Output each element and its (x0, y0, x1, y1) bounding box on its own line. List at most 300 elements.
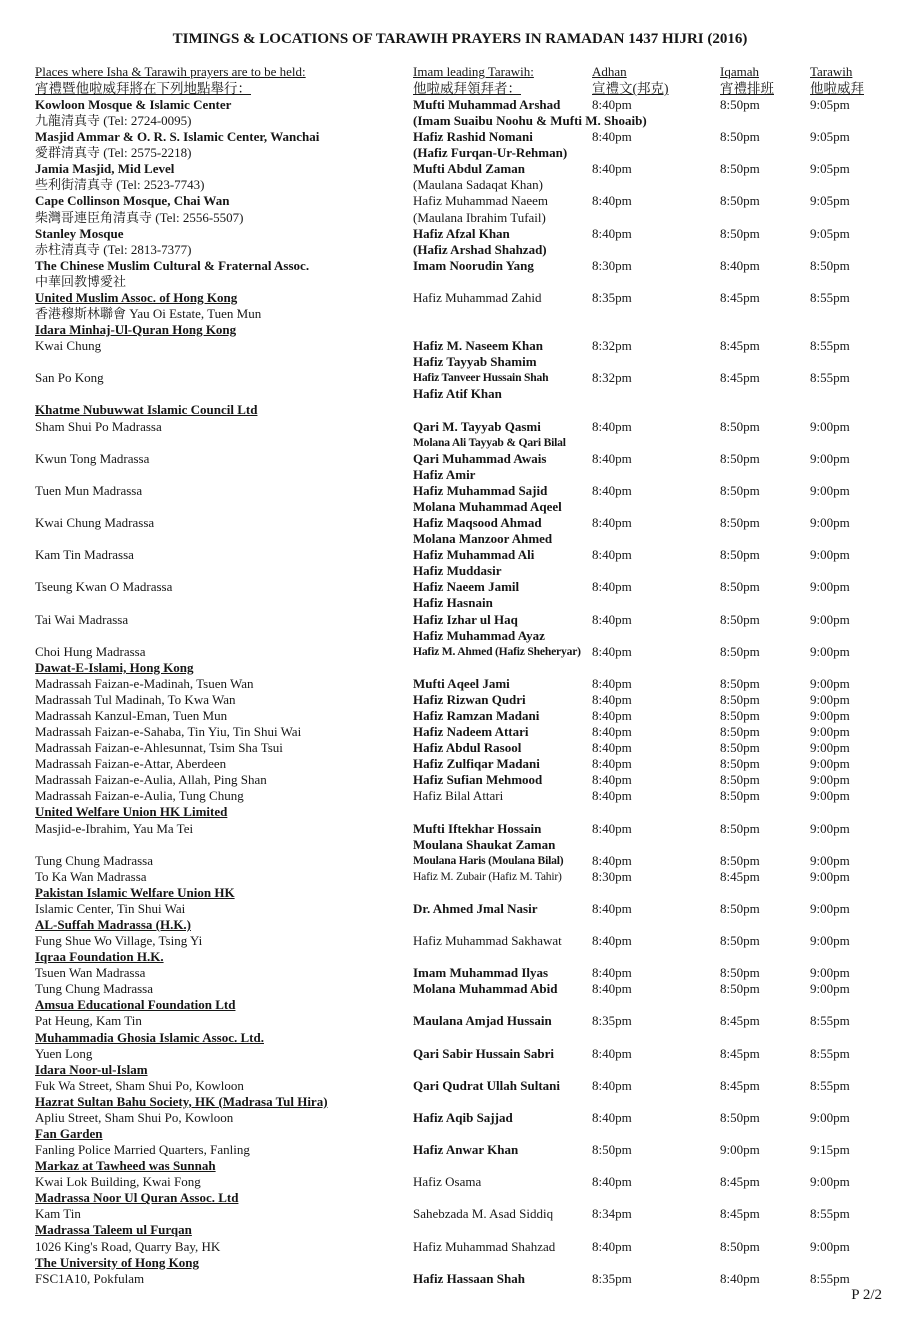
table-row (0, 145, 920, 161)
table-row (0, 788, 920, 804)
table-row (0, 804, 920, 820)
place-cell: San Po Kong (35, 370, 104, 386)
imam-cell: Mufti Iftekhar Hossain (413, 820, 542, 836)
tarawih-cell: 9:00pm (810, 1238, 850, 1254)
imam-cell: Hafiz Tayyab Shamim (413, 354, 537, 370)
page-number: P 2/2 (851, 1287, 882, 1303)
imam-cell: Mufti Muhammad Arshad (413, 97, 561, 112)
table-row (0, 997, 920, 1013)
place-cell: Dawat-E-Islami, Hong Kong (35, 659, 194, 675)
adhan-cell: 8:40pm (592, 756, 632, 772)
adhan-cell: 8:40pm (592, 788, 632, 804)
imam-cell: Hafiz Muhammad Naeem (413, 193, 549, 209)
table-row (0, 1190, 920, 1206)
table-row (0, 402, 920, 418)
table-row (0, 129, 920, 145)
adhan-cell: 8:40pm (592, 97, 632, 112)
table-row (0, 113, 920, 129)
tarawih-cell: 9:00pm (810, 418, 850, 434)
iqamah-cell: 9:00pm (720, 1142, 760, 1158)
imam-cell: Hafiz Zulfiqar Madani (413, 756, 540, 772)
table-row (0, 708, 920, 724)
table-row (0, 1030, 920, 1046)
iqamah-cell: 8:50pm (720, 772, 760, 788)
imam-cell: Qari Sabir Hussain Sabri (413, 1045, 554, 1061)
place-cell: 1026 King's Road, Quarry Bay, HK (35, 1238, 221, 1254)
tarawih-cell: 9:00pm (810, 756, 850, 772)
imam-cell: Hafiz Atif Khan (413, 386, 502, 402)
place-cell: Madrassah Tul Madinah, To Kwa Wan (35, 691, 236, 707)
tarawih-cell: 8:55pm (810, 1206, 850, 1222)
imam-cell: (Maulana Ibrahim Tufail) (413, 209, 546, 225)
iqamah-cell: 8:45pm (720, 289, 760, 305)
tarawih-cell: 9:05pm (810, 225, 850, 241)
table-row (0, 837, 920, 853)
iqamah-cell: 8:50pm (720, 1109, 760, 1125)
table-row (0, 628, 920, 644)
iqamah-cell: 8:40pm (720, 257, 760, 273)
iqamah-cell: 8:50pm (720, 724, 760, 740)
imam-cell: Hafiz Hassaan Shah (413, 1270, 525, 1286)
adhan-cell: 8:40pm (592, 820, 632, 836)
place-cell: Yuen Long (35, 1045, 93, 1061)
table-row (0, 901, 920, 917)
table-row (0, 467, 920, 483)
place-cell: Madrassah Faizan-e-Madinah, Tsuen Wan (35, 675, 254, 691)
imam-cell: Moulana Shaukat Zaman (413, 836, 556, 852)
imam-cell: Moulana Haris (Moulana Bilal) (413, 853, 564, 867)
table-row (0, 869, 920, 885)
adhan-cell: 8:40pm (592, 515, 632, 531)
place-cell: 香港穆斯林聯會 Yau Oi Estate, Tuen Mun (35, 306, 262, 322)
imam-cell: Molana Ali Tayyab & Qari Bilal (413, 435, 566, 449)
iqamah-cell: 8:50pm (720, 450, 760, 466)
imam-cell: Qari M. Tayyab Qasmi (413, 418, 541, 434)
adhan-cell: 8:40pm (592, 691, 632, 707)
place-cell: The University of Hong Kong (35, 1254, 199, 1270)
tarawih-cell: 9:00pm (810, 482, 850, 498)
imam-cell: Qari Qudrat Ullah Sultani (413, 1077, 560, 1093)
place-cell: Madrassah Faizan-e-Ahlesunnat, Tsim Sha Tsui (35, 740, 283, 756)
place-cell: Pakistan Islamic Welfare Union HK (35, 884, 235, 900)
table-row (0, 226, 920, 242)
table-row (0, 483, 920, 499)
iqamah-cell: 8:50pm (720, 852, 760, 868)
imam-cell: Hafiz Amir (413, 466, 476, 482)
header-iqamah-zh: 宵禮排班 (720, 81, 774, 96)
header-iqamah-en: Iqamah (720, 64, 759, 79)
place-cell: United Muslim Assoc. of Hong Kong (35, 289, 238, 305)
table-row (0, 161, 920, 177)
adhan-cell: 8:40pm (592, 933, 632, 949)
iqamah-cell: 8:50pm (720, 547, 760, 563)
iqamah-cell: 8:45pm (720, 370, 760, 386)
imam-cell: Imam Noorudin Yang (413, 257, 534, 273)
imam-cell: Hafiz Muhammad Sajid (413, 482, 548, 498)
table-row (0, 563, 920, 579)
table-row (0, 370, 920, 386)
table-row (0, 499, 920, 515)
place-cell: Tung Chung Madrassa (35, 981, 153, 997)
iqamah-cell: 8:50pm (720, 707, 760, 723)
table-row (0, 547, 920, 563)
place-cell: The Chinese Muslim Cultural & Fraternal Assoc. (35, 257, 310, 273)
iqamah-cell: 8:50pm (720, 161, 760, 177)
tarawih-cell: 8:55pm (810, 338, 850, 354)
adhan-cell: 8:40pm (592, 611, 632, 627)
place-cell: Sham Shui Po Madrassa (35, 418, 162, 434)
place-cell: Tai Wai Madrassa (35, 611, 129, 627)
table-row (0, 1142, 920, 1158)
tarawih-cell: 9:00pm (810, 981, 850, 997)
table-row (0, 1126, 920, 1142)
table-row (0, 338, 920, 354)
place-cell: AL-Suffah Madrassa (H.K.) (35, 916, 192, 932)
iqamah-cell: 8:50pm (720, 482, 760, 498)
imam-cell: Hafiz M. Ahmed (Hafiz Sheheryar) (413, 644, 581, 658)
table-row (0, 1239, 920, 1255)
table-row (0, 193, 920, 209)
tarawih-cell: 9:00pm (810, 965, 850, 981)
imam-cell: Hafiz Sufian Mehmood (413, 772, 543, 788)
table-row (0, 1062, 920, 1078)
imam-cell: Hafiz Abdul Rasool (413, 740, 522, 756)
table-row (0, 724, 920, 740)
table-row (0, 290, 920, 306)
tarawih-cell: 9:00pm (810, 820, 850, 836)
iqamah-cell: 8:50pm (720, 900, 760, 916)
header-imam-zh: 他啦威拜領拜者： (413, 81, 521, 96)
place-cell: Apliu Street, Sham Shui Po, Kowloon (35, 1109, 234, 1125)
place-cell: Fanling Police Married Quarters, Fanling (35, 1142, 250, 1158)
page-title: TIMINGS & LOCATIONS OF TARAWIH PRAYERS IN RAMADAN 1437 HIJRI (2016) (172, 31, 748, 47)
imam-cell: Hafiz Izhar ul Haq (413, 611, 518, 627)
imam-cell: Hafiz Muhammad Shahzad (413, 1238, 556, 1254)
table-row (0, 1094, 920, 1110)
iqamah-cell: 8:50pm (720, 97, 760, 112)
adhan-cell: 8:40pm (592, 482, 632, 498)
imam-cell: Molana Muhammad Abid (413, 981, 558, 997)
iqamah-cell: 8:45pm (720, 1206, 760, 1222)
adhan-cell: 8:40pm (592, 1238, 632, 1254)
tarawih-cell: 8:55pm (810, 1077, 850, 1093)
iqamah-cell: 8:50pm (720, 225, 760, 241)
tarawih-cell: 8:55pm (810, 1045, 850, 1061)
imam-cell: Hafiz Osama (413, 1174, 482, 1190)
imam-cell: Hafiz Tanveer Hussain Shah (413, 371, 549, 385)
imam-cell: Hafiz Naeem Jamil (413, 579, 520, 595)
tarawih-cell: 9:00pm (810, 579, 850, 595)
table-row (0, 692, 920, 708)
table-row (0, 1206, 920, 1222)
imam-cell: Hafiz Anwar Khan (413, 1142, 519, 1158)
table-row (0, 306, 920, 322)
table-row (0, 1255, 920, 1271)
table-row (0, 579, 920, 595)
place-cell: Madrassa Noor Ul Quran Assoc. Ltd (35, 1190, 239, 1206)
table-row (0, 740, 920, 756)
place-cell: Amsua Educational Foundation Ltd (35, 997, 236, 1013)
adhan-cell: 8:40pm (592, 740, 632, 756)
table-row (0, 1110, 920, 1126)
imam-cell: (Imam Suaibu Noohu & Mufti M. Shoaib) (413, 113, 647, 129)
tarawih-cell: 9:00pm (810, 900, 850, 916)
header-places-en: Places where Isha & Tarawih prayers are to be held: (35, 64, 306, 79)
place-cell: Idara Minhaj-Ul-Quran Hong Kong (35, 322, 237, 338)
table-header-english (0, 64, 920, 81)
adhan-cell: 8:40pm (592, 579, 632, 595)
tarawih-cell: 8:55pm (810, 1013, 850, 1029)
adhan-cell: 8:35pm (592, 289, 632, 305)
place-cell: Pat Heung, Kam Tin (35, 1013, 142, 1029)
imam-cell: Hafiz Muhammad Ayaz (413, 627, 545, 643)
tarawih-cell: 9:00pm (810, 724, 850, 740)
adhan-cell: 8:40pm (592, 418, 632, 434)
iqamah-cell: 8:50pm (720, 418, 760, 434)
adhan-cell: 8:32pm (592, 370, 632, 386)
table-row (0, 1271, 920, 1287)
iqamah-cell: 8:50pm (720, 691, 760, 707)
place-cell: Masjid-e-Ibrahim, Yau Ma Tei (35, 820, 194, 836)
imam-cell: Imam Muhammad Ilyas (413, 965, 549, 981)
iqamah-cell: 8:50pm (720, 981, 760, 997)
place-cell: Kwai Chung Madrassa (35, 515, 155, 531)
place-cell: Iqraa Foundation H.K. (35, 949, 164, 965)
imam-cell: Mufti Aqeel Jami (413, 675, 510, 691)
tarawih-cell: 9:00pm (810, 1174, 850, 1190)
imam-cell: Hafiz Rizwan Qudri (413, 691, 526, 707)
adhan-cell: 8:40pm (592, 852, 632, 868)
imam-cell: Hafiz Bilal Attari (413, 788, 504, 804)
place-cell: Markaz at Tawheed was Sunnah (35, 1158, 216, 1174)
place-cell: Jamia Masjid, Mid Level (35, 161, 175, 177)
place-cell: Cape Collinson Mosque, Chai Wan (35, 193, 230, 209)
table-row (0, 756, 920, 772)
adhan-cell: 8:40pm (592, 450, 632, 466)
place-cell: FSC1A10, Pokfulam (35, 1270, 145, 1286)
place-cell: Madrassah Faizan-e-Attar, Aberdeen (35, 756, 227, 772)
header-imam-en: Imam leading Tarawih: (413, 64, 534, 79)
iqamah-cell: 8:50pm (720, 933, 760, 949)
place-cell: Madrassah Faizan-e-Aulia, Tung Chung (35, 788, 244, 804)
imam-cell: Mufti Abdul Zaman (413, 161, 525, 177)
imam-cell: Hafiz Muhammad Zahid (413, 289, 542, 305)
adhan-cell: 8:35pm (592, 1013, 632, 1029)
imam-cell: Hafiz Ramzan Madani (413, 707, 540, 723)
place-cell: Muhammadia Ghosia Islamic Assoc. Ltd. (35, 1029, 264, 1045)
place-cell: Tung Chung Madrassa (35, 852, 153, 868)
header-tarawih-en: Tarawih (810, 64, 853, 79)
table-row (0, 949, 920, 965)
header-places-zh: 宵禮暨他啦威拜將在下列地點舉行： (35, 81, 251, 96)
tarawih-cell: 8:55pm (810, 1270, 850, 1286)
table-row (0, 386, 920, 402)
header-tarawih-zh: 他啦威拜 (810, 81, 864, 96)
adhan-cell: 8:40pm (592, 707, 632, 723)
imam-cell: (Hafiz Furqan-Ur-Rehman) (413, 145, 568, 161)
adhan-cell: 8:40pm (592, 161, 632, 177)
adhan-cell: 8:40pm (592, 547, 632, 563)
place-cell: Fuk Wa Street, Sham Shui Po, Kowloon (35, 1077, 244, 1093)
table-row (0, 177, 920, 193)
adhan-cell: 8:30pm (592, 868, 632, 884)
table-rows (0, 97, 920, 1287)
tarawih-cell: 9:00pm (810, 1109, 850, 1125)
place-cell: 柴灣哥連臣角清真寺 (Tel: 2556-5507) (35, 209, 244, 225)
iqamah-cell: 8:45pm (720, 1045, 760, 1061)
imam-cell: Hafiz M. Naseem Khan (413, 338, 543, 354)
imam-cell: Sahebzada M. Asad Siddiq (413, 1206, 554, 1222)
tarawih-cell: 8:55pm (810, 289, 850, 305)
header-adhan-zh: 宣禮文(邦克) (592, 81, 669, 96)
place-cell: Idara Noor-ul-Islam (35, 1061, 148, 1077)
imam-cell: Hafiz Muhammad Ali (413, 547, 535, 563)
iqamah-cell: 8:50pm (720, 129, 760, 145)
imam-cell: Hafiz M. Zubair (Hafiz M. Tahir) (413, 869, 562, 883)
iqamah-cell: 8:45pm (720, 1077, 760, 1093)
table-row (0, 435, 920, 451)
adhan-cell: 8:34pm (592, 1206, 632, 1222)
imam-cell: Dr. Ahmed Jmal Nasir (413, 900, 538, 916)
header-adhan-en: Adhan (592, 64, 627, 79)
place-cell: Kowloon Mosque & Islamic Center (35, 97, 232, 112)
table-row (0, 821, 920, 837)
place-cell: Tsuen Wan Madrassa (35, 965, 146, 981)
iqamah-cell: 8:50pm (720, 515, 760, 531)
imam-cell: Molana Manzoor Ahmed (413, 531, 553, 547)
tarawih-cell: 9:00pm (810, 852, 850, 868)
imam-cell: Hafiz Rashid Nomani (413, 129, 533, 145)
imam-cell: (Hafiz Arshad Shahzad) (413, 241, 547, 257)
imam-cell: Hafiz Aqib Sajjad (413, 1109, 513, 1125)
place-cell: Madrassa Taleem ul Furqan (35, 1222, 192, 1238)
tarawih-cell: 9:05pm (810, 97, 850, 112)
iqamah-cell: 8:50pm (720, 965, 760, 981)
table-row (0, 772, 920, 788)
tarawih-cell: 9:00pm (810, 643, 850, 659)
table-row (0, 612, 920, 628)
adhan-cell: 8:40pm (592, 772, 632, 788)
place-cell: Khatme Nubuwwat Islamic Council Ltd (35, 402, 258, 418)
adhan-cell: 8:32pm (592, 338, 632, 354)
place-cell: Islamic Center, Tin Shui Wai (35, 900, 186, 916)
tarawih-cell: 9:00pm (810, 772, 850, 788)
table-row (0, 1046, 920, 1062)
adhan-cell: 8:40pm (592, 724, 632, 740)
adhan-cell: 8:40pm (592, 675, 632, 691)
tarawih-cell: 9:00pm (810, 611, 850, 627)
adhan-cell: 8:40pm (592, 643, 632, 659)
iqamah-cell: 8:45pm (720, 1174, 760, 1190)
iqamah-cell: 8:40pm (720, 1270, 760, 1286)
imam-cell: Hafiz Muddasir (413, 563, 502, 579)
place-cell: Hazrat Sultan Bahu Society, HK (Madrasa Tul Hira) (35, 1093, 328, 1109)
adhan-cell: 8:30pm (592, 257, 632, 273)
tarawih-cell: 9:00pm (810, 740, 850, 756)
imam-cell: Hafiz Maqsood Ahmad (413, 515, 542, 531)
place-cell: Kam Tin Madrassa (35, 547, 134, 563)
tarawih-cell: 9:05pm (810, 129, 850, 145)
place-cell: 赤柱清真寺 (Tel: 2813-7377) (35, 241, 192, 257)
place-cell: Fan Garden (35, 1126, 103, 1141)
tarawih-cell: 9:00pm (810, 788, 850, 804)
imam-cell: (Maulana Sadaqat Khan) (413, 177, 543, 193)
tarawih-cell: 8:50pm (810, 257, 850, 273)
adhan-cell: 8:35pm (592, 1270, 632, 1286)
table-row (0, 1174, 920, 1190)
place-cell: Kwai Lok Building, Kwai Fong (35, 1174, 201, 1190)
place-cell: Madrassah Faizan-e-Sahaba, Tin Yiu, Tin Shui Wai (35, 724, 302, 740)
imam-cell: Hafiz Nadeem Attari (413, 724, 529, 740)
imam-cell: Maulana Amjad Hussain (413, 1013, 552, 1029)
iqamah-cell: 8:50pm (720, 675, 760, 691)
table-row (0, 242, 920, 258)
table-row (0, 451, 920, 467)
place-cell: Madrassah Kanzul-Eman, Tuen Mun (35, 707, 228, 723)
imam-cell: Qari Muhammad Awais (413, 450, 547, 466)
iqamah-cell: 8:50pm (720, 193, 760, 209)
imam-cell: Molana Muhammad Aqeel (413, 498, 562, 514)
iqamah-cell: 8:50pm (720, 756, 760, 772)
table-row (0, 97, 920, 113)
table-row (0, 885, 920, 901)
table-row (0, 274, 920, 290)
place-cell: Masjid Ammar & O. R. S. Islamic Center, Wanchai (35, 129, 320, 145)
table-row (0, 1013, 920, 1029)
tarawih-cell: 9:05pm (810, 193, 850, 209)
place-cell: 些利街清真寺 (Tel: 2523-7743) (35, 177, 205, 193)
place-cell: Kam Tin (35, 1206, 81, 1222)
table-row (0, 210, 920, 226)
tarawih-cell: 9:00pm (810, 450, 850, 466)
adhan-cell: 8:40pm (592, 129, 632, 145)
place-cell: Fung Shue Wo Village, Tsing Yi (35, 933, 203, 949)
table-row (0, 354, 920, 370)
adhan-cell: 8:40pm (592, 1045, 632, 1061)
table-header-chinese (0, 81, 920, 98)
place-cell: Stanley Mosque (35, 225, 124, 241)
place-cell: Kwai Chung (35, 338, 102, 354)
place-cell: Madrassah Faizan-e-Aulia, Allah, Ping Shan (35, 772, 267, 788)
table-row (0, 531, 920, 547)
tarawih-cell: 9:00pm (810, 691, 850, 707)
table-row (0, 322, 920, 338)
place-cell: United Welfare Union HK Limited (35, 804, 228, 820)
place-cell: Tseung Kwan O Madrassa (35, 579, 173, 595)
iqamah-cell: 8:50pm (720, 579, 760, 595)
adhan-cell: 8:40pm (592, 900, 632, 916)
tarawih-cell: 9:00pm (810, 515, 850, 531)
tarawih-cell: 9:05pm (810, 161, 850, 177)
adhan-cell: 8:40pm (592, 1174, 632, 1190)
table-row (0, 981, 920, 997)
place-cell: 中華回教博愛社 (35, 273, 127, 289)
iqamah-cell: 8:45pm (720, 338, 760, 354)
adhan-cell: 8:40pm (592, 981, 632, 997)
iqamah-cell: 8:50pm (720, 1238, 760, 1254)
tarawih-cell: 9:00pm (810, 933, 850, 949)
iqamah-cell: 8:50pm (720, 740, 760, 756)
iqamah-cell: 8:50pm (720, 820, 760, 836)
place-cell: 九龍清真寺 (Tel: 2724-0095) (35, 113, 192, 129)
adhan-cell: 8:50pm (592, 1142, 632, 1158)
table-row (0, 644, 920, 660)
table-row (0, 1222, 920, 1238)
table-row (0, 515, 920, 531)
table-row (0, 853, 920, 869)
iqamah-cell: 8:45pm (720, 1013, 760, 1029)
table-row (0, 933, 920, 949)
